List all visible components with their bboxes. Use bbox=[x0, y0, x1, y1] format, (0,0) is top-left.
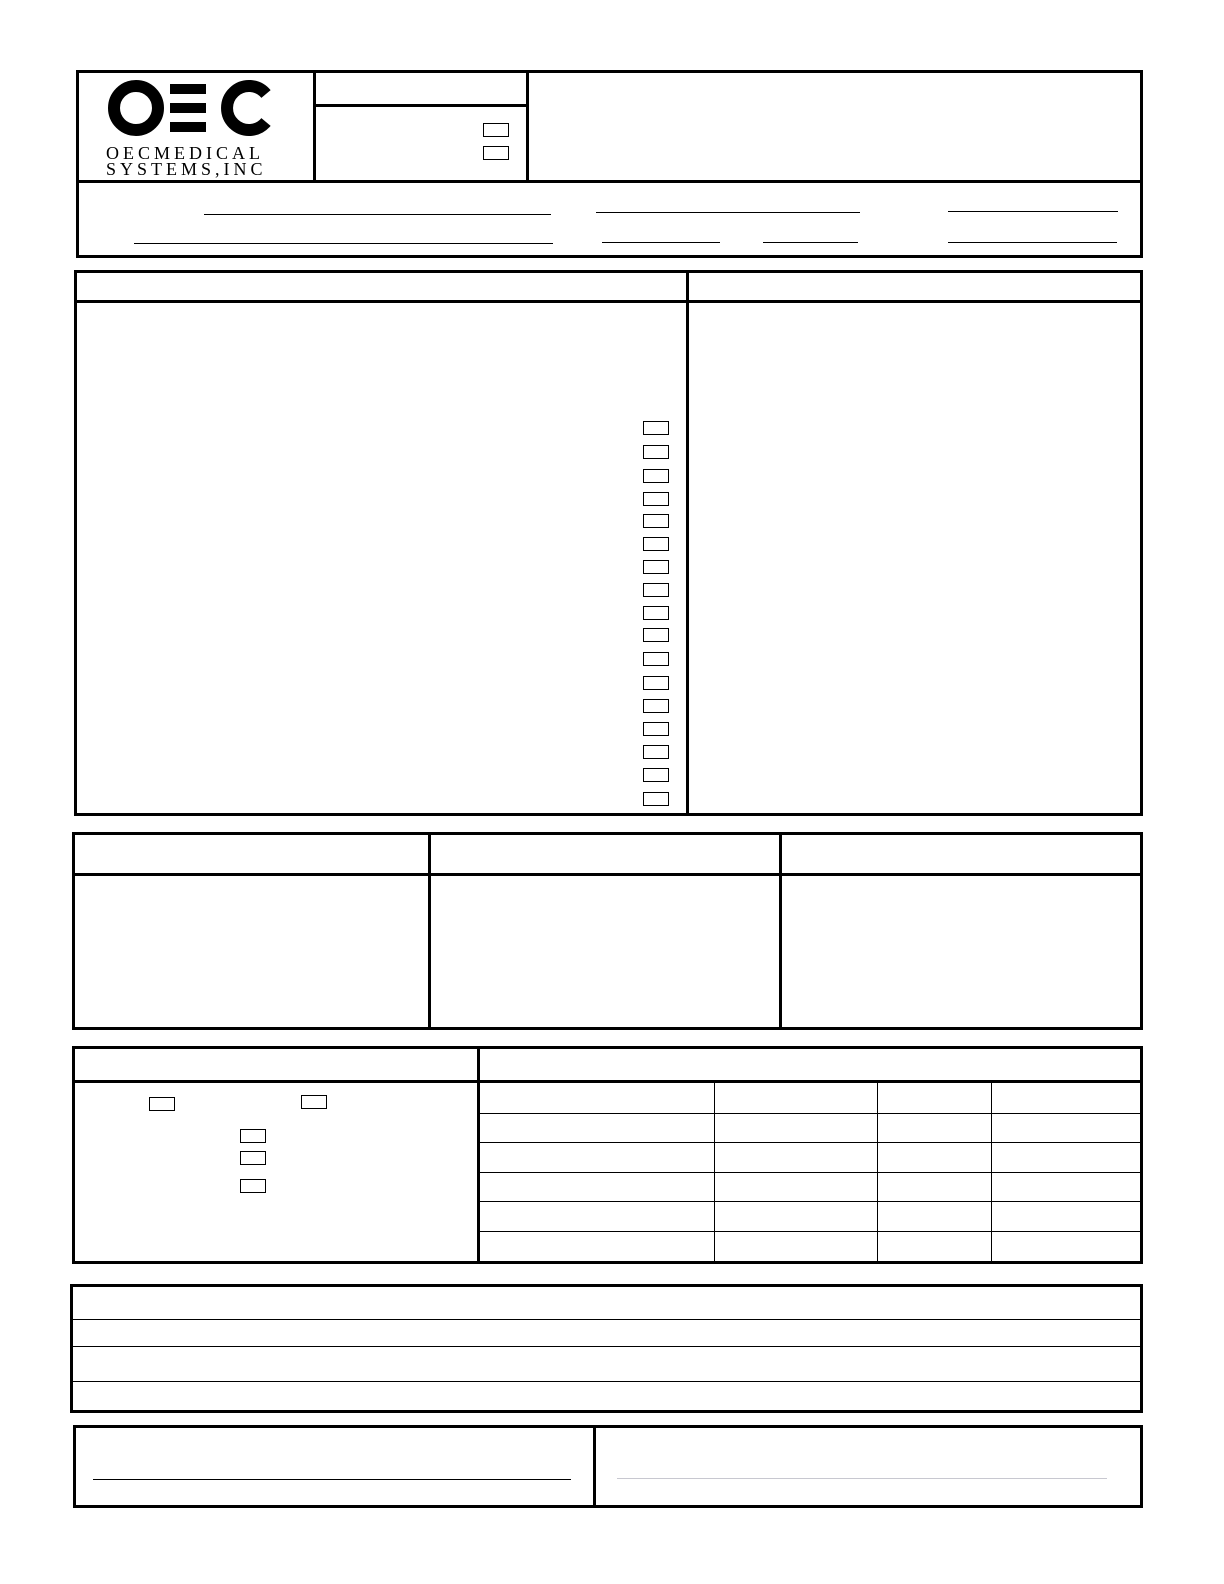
checklist-checkbox[interactable] bbox=[643, 606, 669, 620]
checklist-checkbox[interactable] bbox=[643, 421, 669, 435]
header-field-3[interactable] bbox=[948, 211, 1118, 212]
signature-frame bbox=[73, 1425, 1143, 1508]
checklist-checkbox[interactable] bbox=[643, 792, 669, 806]
comments-frame bbox=[70, 1284, 1143, 1413]
header-checkbox-1[interactable] bbox=[483, 123, 509, 137]
checklist-checkbox[interactable] bbox=[643, 514, 669, 528]
signature-field-right[interactable] bbox=[617, 1478, 1107, 1479]
signature-vsep bbox=[593, 1425, 596, 1508]
header-field-6[interactable] bbox=[763, 242, 858, 243]
checklist-checkbox[interactable] bbox=[643, 469, 669, 483]
comments-line-1[interactable] bbox=[72, 1319, 1140, 1320]
signature-field-left[interactable] bbox=[93, 1479, 571, 1480]
checklist-frame bbox=[74, 270, 1143, 816]
parts-table-row-line bbox=[480, 1172, 1140, 1173]
parts-header-divider bbox=[72, 1080, 1143, 1083]
option-checkbox-2[interactable] bbox=[301, 1095, 327, 1109]
checklist-checkbox[interactable] bbox=[643, 676, 669, 690]
logo-line-2: SYSTEMS,INC bbox=[106, 159, 267, 179]
header-field-5[interactable] bbox=[602, 242, 720, 243]
three-column-vsep-1 bbox=[428, 832, 431, 1030]
checklist-checkbox[interactable] bbox=[643, 768, 669, 782]
header-divider bbox=[76, 180, 1143, 183]
option-checkbox-1[interactable] bbox=[149, 1097, 175, 1111]
logo-line-1: OECMEDICAL bbox=[106, 143, 264, 163]
option-checkbox-3[interactable] bbox=[240, 1129, 266, 1143]
checklist-checkbox[interactable] bbox=[643, 652, 669, 666]
parts-table-row-line bbox=[480, 1142, 1140, 1143]
header-vsep-1 bbox=[313, 70, 316, 182]
company-logo bbox=[96, 76, 296, 180]
header-field-1[interactable] bbox=[204, 214, 551, 215]
parts-table-col-line bbox=[991, 1081, 992, 1262]
comments-line-3[interactable] bbox=[72, 1381, 1140, 1382]
header-vsep-2 bbox=[526, 70, 529, 182]
checklist-checkbox[interactable] bbox=[643, 537, 669, 551]
three-column-header-divider bbox=[72, 873, 1143, 876]
option-checkbox-5[interactable] bbox=[240, 1179, 266, 1193]
three-column-vsep-2 bbox=[779, 832, 782, 1030]
checklist-checkbox[interactable] bbox=[643, 492, 669, 506]
header-checkbox-2[interactable] bbox=[483, 146, 509, 160]
parts-table-col-line bbox=[877, 1081, 878, 1262]
parts-table-row-line bbox=[480, 1231, 1140, 1232]
checklist-checkbox[interactable] bbox=[643, 699, 669, 713]
checklist-header-divider bbox=[74, 300, 1143, 303]
header-field-2[interactable] bbox=[596, 212, 860, 213]
checklist-checkbox[interactable] bbox=[643, 445, 669, 459]
comments-line-2[interactable] bbox=[72, 1346, 1140, 1347]
parts-table-row-line bbox=[480, 1113, 1140, 1114]
checklist-checkbox[interactable] bbox=[643, 583, 669, 597]
checklist-checkbox[interactable] bbox=[643, 722, 669, 736]
checklist-vsep bbox=[686, 270, 689, 816]
parts-table-row-line bbox=[480, 1201, 1140, 1202]
option-checkbox-4[interactable] bbox=[240, 1151, 266, 1165]
header-mid-divider bbox=[313, 104, 528, 107]
parts-table-col-line bbox=[714, 1081, 715, 1262]
checklist-checkbox[interactable] bbox=[643, 745, 669, 759]
three-column-frame bbox=[72, 832, 1143, 1030]
header-field-4[interactable] bbox=[134, 243, 553, 244]
checklist-checkbox[interactable] bbox=[643, 628, 669, 642]
checklist-checkbox[interactable] bbox=[643, 560, 669, 574]
header-field-7[interactable] bbox=[948, 242, 1117, 243]
oec-logo-mark bbox=[106, 78, 276, 138]
